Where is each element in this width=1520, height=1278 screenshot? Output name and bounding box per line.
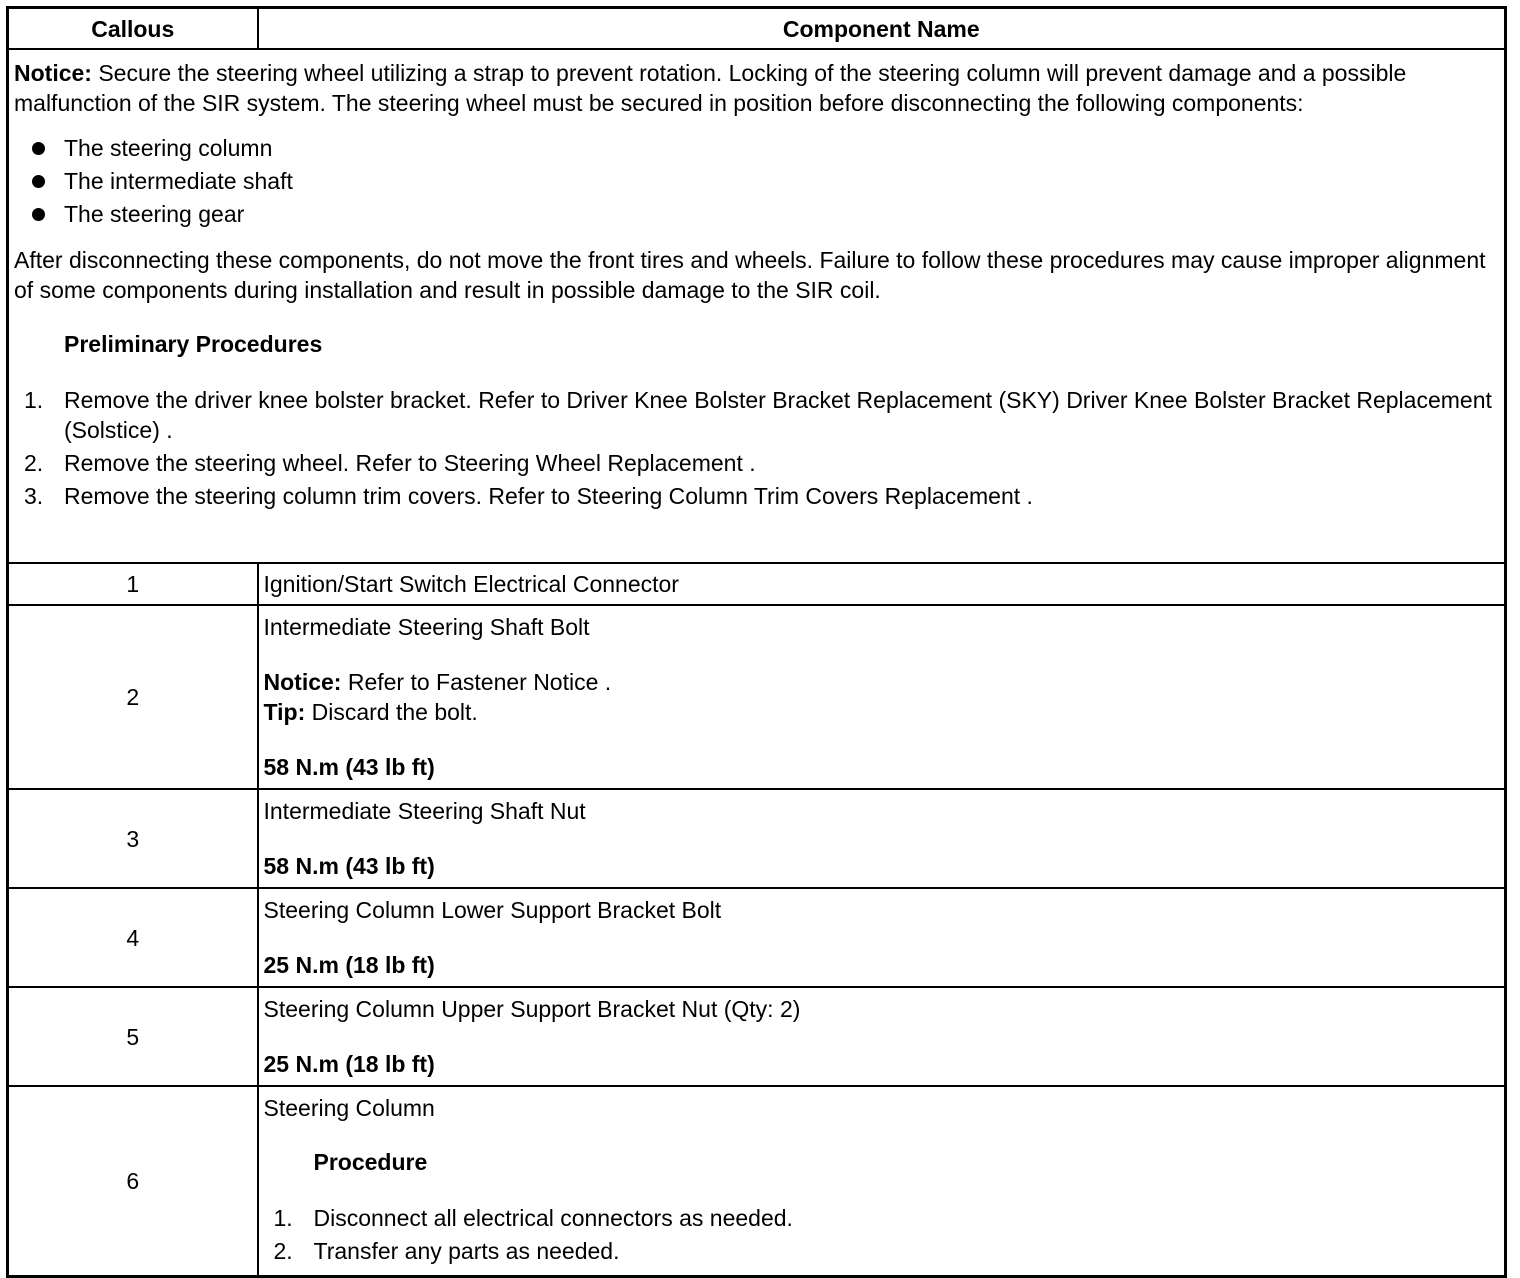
callout-number: 6 [8,1086,258,1277]
component-name: Steering Column [263,1095,435,1121]
component-bullet-list [14,132,1499,231]
callout-number: 3 [8,789,258,888]
table-row [8,987,1506,1086]
list-item: 2. Remove the steering wheel. Refer to Steering Wheel Replacement . [24,450,756,476]
preliminary-procedures-heading: Preliminary Procedures [64,331,323,357]
procedure-heading: Procedure [313,1149,428,1175]
procedure-steps [264,1203,1500,1266]
list-item: The steering gear [14,198,1499,231]
callout-header: Callous [8,8,258,50]
torque-spec: 58 N.m (43 lb ft) [263,853,435,879]
table-row [8,888,1506,987]
list-item: The steering column [14,132,1499,165]
list-item: The intermediate shaft [14,165,1499,198]
after-disconnect-paragraph: After disconnecting these components, do not move the front tires and wheels. Failure to follow these procedures may cause improper alignment of some components during installation and result in possible damage to the SIR coil. [14,247,1486,303]
list-item: 1. Disconnect all electrical connectors as needed. [273,1205,793,1231]
notice-text: Secure the steering wheel utilizing a strap to prevent rotation. Locking of the steering column will prevent damage and a possible malfunction of the SIR system. The steering wheel must be secured in position before disconnecting the following components: [14,60,1407,116]
table-row [8,563,1506,605]
component-name: Intermediate Steering Shaft Nut [263,798,586,824]
notice-cell [8,49,1506,563]
list-item: 3. Remove the steering column trim covers. Refer to Steering Column Trim Covers Replacement . [24,483,1033,509]
tip-text: Tip: Discard the bolt. [263,699,478,725]
component-name: Steering Column Upper Support Bracket Nut (Qty: 2) [263,996,801,1022]
callout-number: 1 [8,563,258,605]
fastener-notice: Notice: Refer to Fastener Notice . [263,669,612,695]
notice-paragraph [14,58,1499,118]
torque-spec: 58 N.m (43 lb ft) [263,754,435,780]
torque-spec: 25 N.m (18 lb ft) [263,1051,435,1077]
table-row [8,1086,1506,1277]
component-name: Intermediate Steering Shaft Bolt [263,614,590,640]
notice-label: Notice: [14,60,92,86]
callout-number: 2 [8,605,258,789]
component-name: Ignition/Start Switch Electrical Connector [258,563,1506,605]
component-name: Steering Column Lower Support Bracket Bolt [263,897,722,923]
table-row [8,605,1506,789]
preliminary-steps [14,385,1499,511]
table-row [8,789,1506,888]
list-item: 1. Remove the driver knee bolster bracket. Refer to Driver Knee Bolster Bracket Replacement (SKY) Driver Knee Bolster Bracket Replacement (Solstice) . [24,387,1492,443]
list-item: 2. Transfer any parts as needed. [273,1238,620,1264]
callout-number: 5 [8,987,258,1086]
component-name-header: Component Name [258,8,1506,50]
torque-spec: 25 N.m (18 lb ft) [263,952,435,978]
component-table [6,6,1507,1278]
callout-number: 4 [8,888,258,987]
